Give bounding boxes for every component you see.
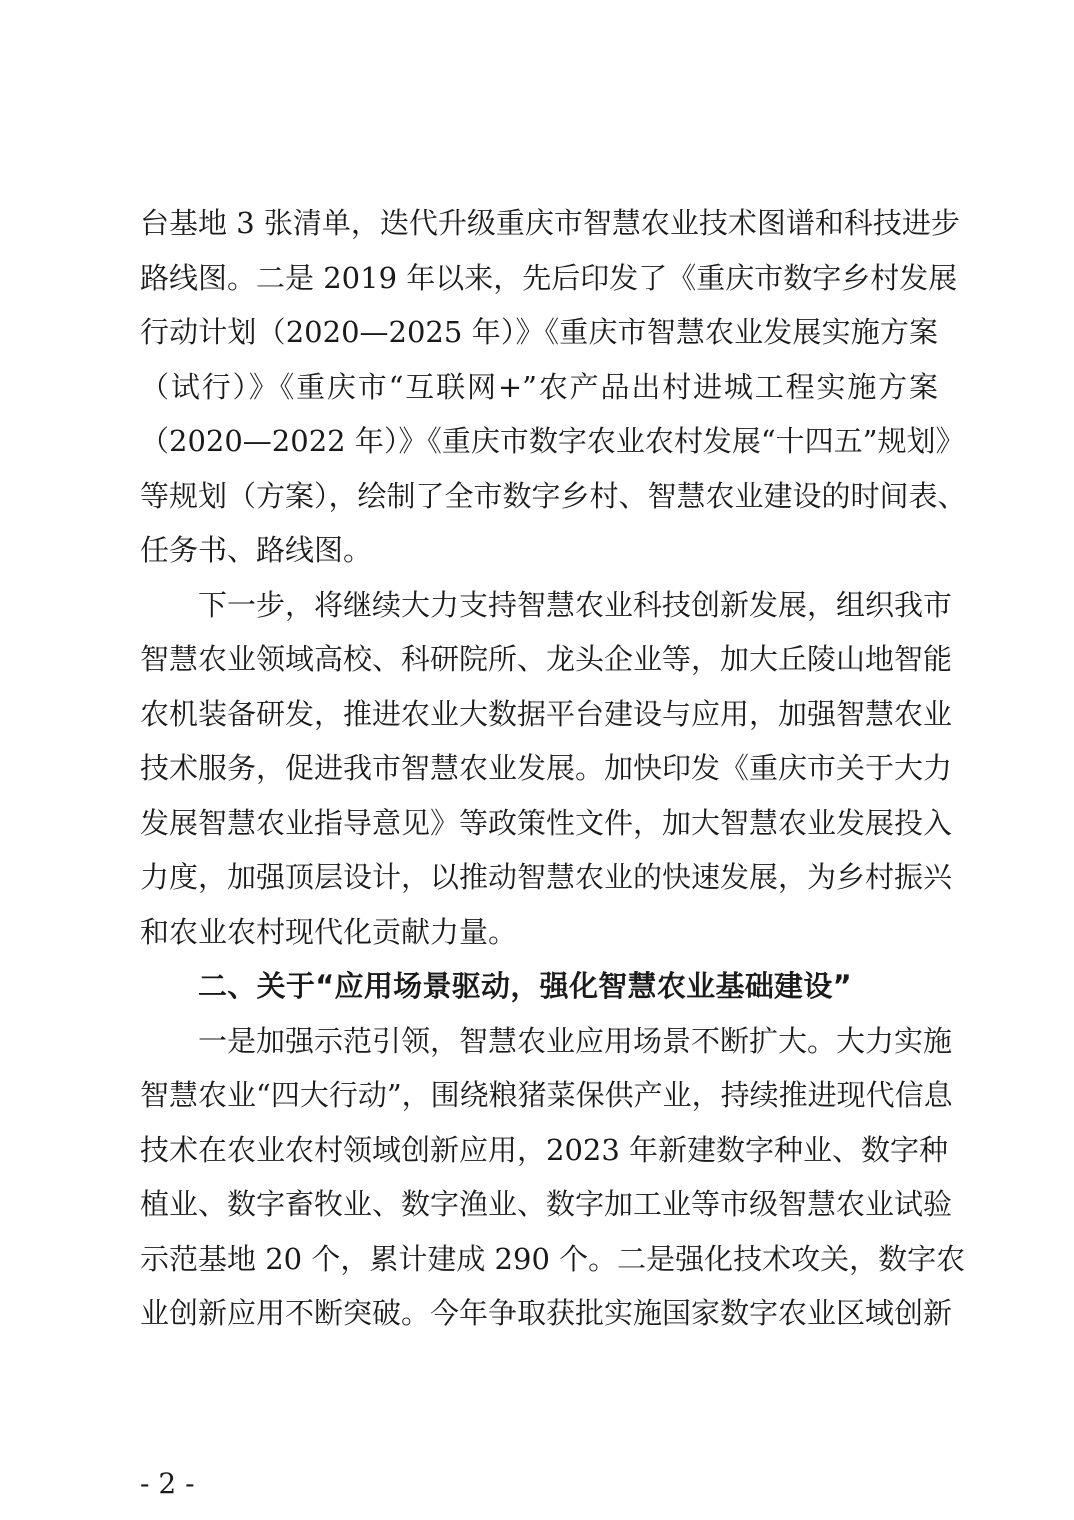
text-line: 等规划（方案），绘制了全市数字乡村、智慧农业建设的时间表、 bbox=[140, 478, 967, 513]
text-line: 路线图。二是 2019 年以来，先后印发了《重庆市数字乡村发展 bbox=[140, 260, 958, 295]
text-line: 技术服务，促进我市智慧农业发展。加快印发《重庆市关于大力 bbox=[140, 751, 953, 785]
text-line: 业创新应用不断突破。今年争取获批实施国家数字农业区域创新 bbox=[140, 1296, 953, 1330]
text-line: （2020—2022 年）》《重庆市数字农业农村发展“十四五”规划》 bbox=[140, 424, 965, 458]
paragraph-next-steps bbox=[140, 578, 953, 960]
text-line: 行动计划（2020—2025 年）》《重庆市智慧农业发展实施方案 bbox=[140, 315, 938, 349]
document-body bbox=[140, 196, 967, 1341]
text-line: 植业、数字畜牧业、数字渔业、数字加工业等市级智慧农业试验 bbox=[140, 1187, 953, 1221]
text-line: 和农业农村现代化贡献力量。 bbox=[140, 914, 518, 949]
paragraph-section-two bbox=[140, 1014, 966, 1341]
section-heading: 二、关于“应用场景驱动，强化智慧农业基础建设” bbox=[198, 969, 853, 1003]
text-line: 农机装备研发，推进农业大数据平台建设与应用，加强智慧农业 bbox=[140, 696, 953, 731]
paragraph-continued bbox=[140, 196, 967, 578]
text-line: （试行）》《重庆市“互联网+”农产品出村进城工程实施方案 bbox=[140, 369, 938, 404]
text-line: 智慧农业领域高校、科研院所、龙头企业等，加大丘陵山地智能 bbox=[140, 642, 953, 676]
text-line: 力度，加强顶层设计，以推动智慧农业的快速发展，为乡村振兴 bbox=[140, 860, 953, 894]
text-line: 任务书、路线图。 bbox=[140, 533, 373, 567]
text-line: 一是加强示范引领，智慧农业应用场景不断扩大。大力实施 bbox=[198, 1023, 953, 1058]
text-line: 技术在农业农村领域创新应用，2023 年新建数字种业、数字种 bbox=[140, 1132, 949, 1167]
text-line: 下一步，将继续大力支持智慧农业科技创新发展，组织我市 bbox=[198, 587, 953, 622]
text-line: 发展智慧农业指导意见》等政策性文件，加大智慧农业发展投入 bbox=[140, 805, 953, 840]
text-line: 智慧农业“四大行动”，围绕粮猪菜保供产业，持续推进现代信息 bbox=[140, 1078, 953, 1112]
text-line: 台基地 3 张清单，迭代升级重庆市智慧农业技术图谱和科技进步 bbox=[140, 206, 960, 240]
page-number: - 2 - bbox=[140, 1467, 195, 1500]
text-line: 示范基地 20 个，累计建成 290 个。二是强化技术攻关，数字农 bbox=[140, 1241, 966, 1276]
